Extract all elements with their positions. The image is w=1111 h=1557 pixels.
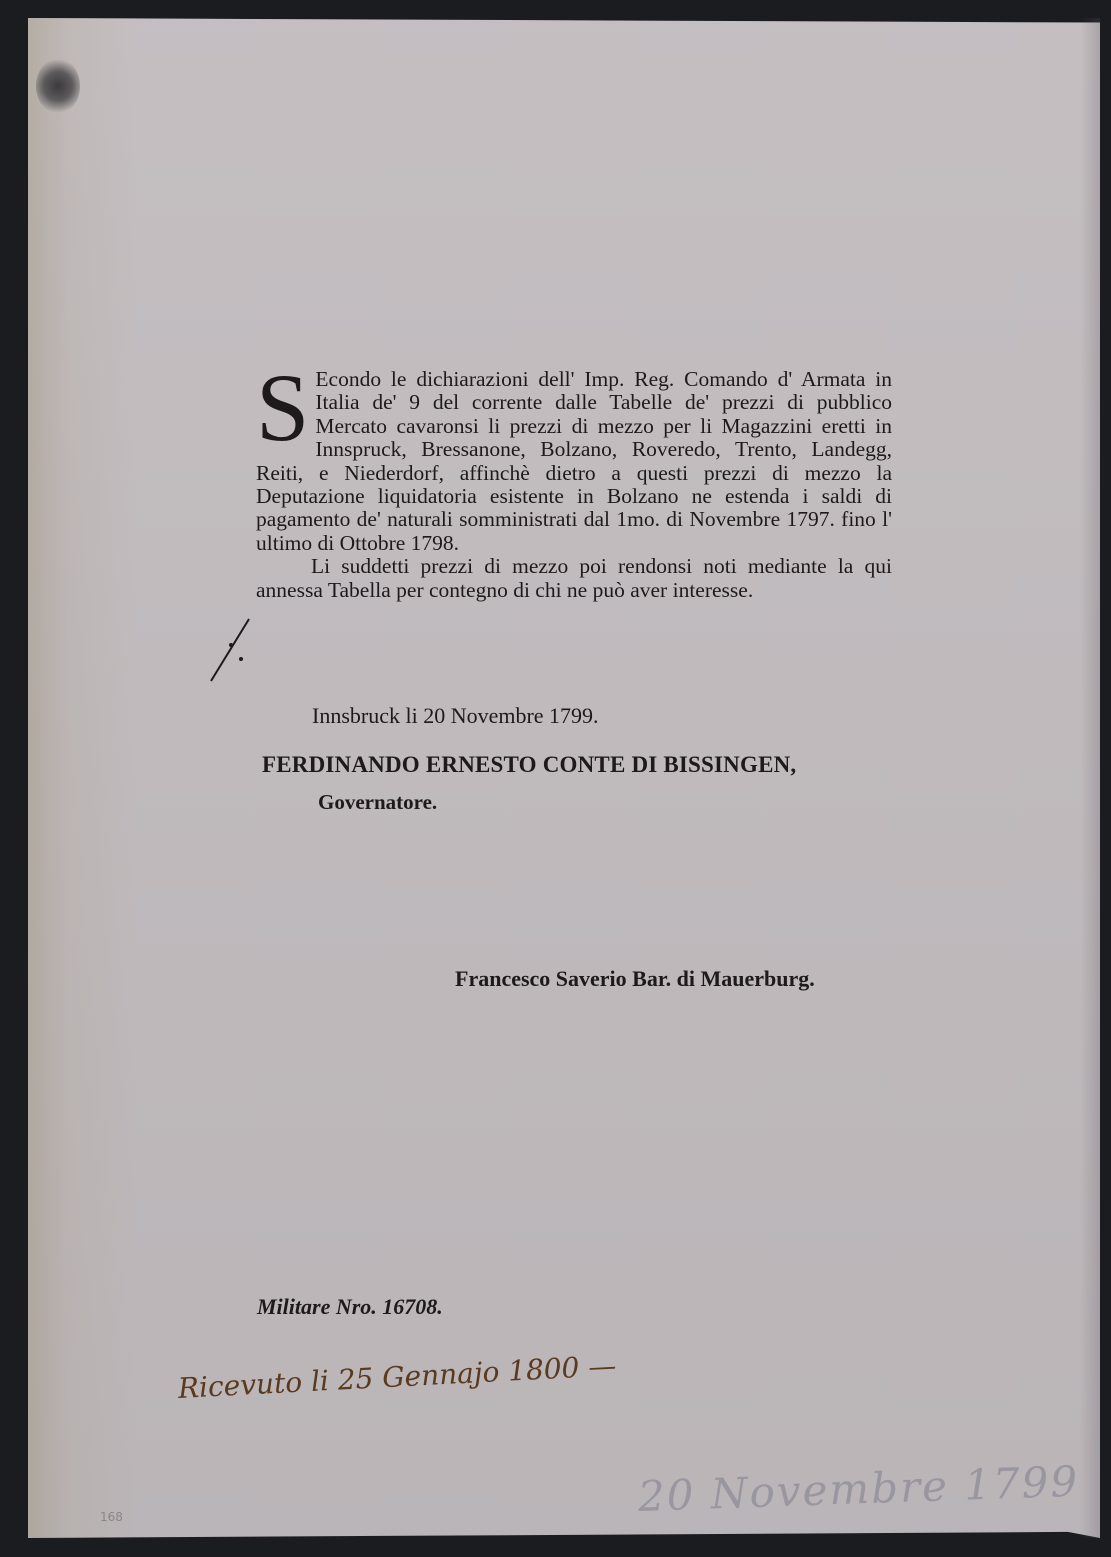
paper-sheet — [28, 18, 1100, 1538]
paragraph-2-text: Li suddetti prezzi di mezzo poi rendonsi noti mediante la qui annessa Tabella per contegno di chi ne può aver interesse. — [256, 554, 892, 602]
decree-paragraph-2 — [256, 555, 892, 602]
reference-number: Militare Nro. 16708. — [257, 1294, 443, 1319]
decree-paragraph-1 — [256, 354, 892, 555]
handwritten-pencil-date: 20 Novembre 1799 — [637, 1456, 1080, 1521]
signer-title: Governatore. — [318, 790, 438, 814]
archive-page-mark: 168 — [100, 1510, 123, 1524]
drop-cap: S — [256, 354, 310, 461]
signer-name: FERDINANDO ERNESTO CONTE DI BISSINGEN, — [262, 752, 797, 777]
paper-edge-shadow — [1080, 18, 1100, 1538]
place-date-line: Innsbruck li 20 Novembre 1799. — [312, 703, 599, 728]
handwritten-receipt-note: Ricevuto li 25 Gennajo 1800 — — [177, 1349, 618, 1405]
countersignature: Francesco Saverio Bar. di Mauerburg. — [455, 966, 815, 991]
decree-body — [256, 354, 892, 602]
margin-slash-mark-icon — [205, 615, 257, 687]
paragraph-1-text: Econdo le dichiarazioni dell' Imp. Reg. Comando d' Armata in Italia de' 9 del corrente dalle Tabelle de' prezzi di pubblico Mercato cavaronsi li prezzi di mezzo per li Magazzini eretti in Innspruck, Bressanone, Bolzano, Roveredo, Trento, Landegg, Reiti, e Niederdorf, affinchè dietro a questi prezzi di mezzo la Deputazione liquidatoria esistente in Bolzano ne estenda i saldi di pagamento de' naturali somministrati dal 1mo. di Novembre 1797. fino l' ultimo di Ottobre 1798. — [256, 367, 892, 555]
ink-stain — [36, 58, 80, 114]
